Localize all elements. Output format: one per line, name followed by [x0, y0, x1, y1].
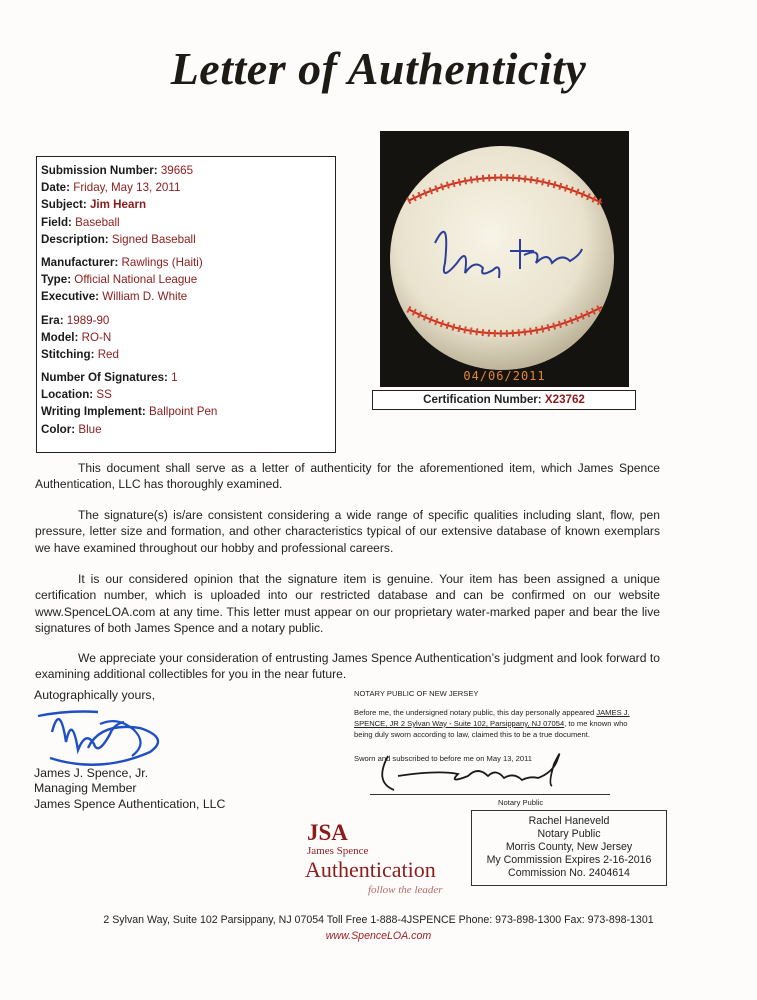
type-row: Type: Official National League [41, 273, 198, 287]
notary-sworn: Sworn and subscribed to before me on May 13, 2011 [354, 754, 532, 763]
signatures-row: Number Of Signatures: 1 [41, 371, 178, 385]
certification-number-box: Certification Number: X23762 [372, 390, 636, 410]
signer-position: Managing Member [34, 781, 137, 795]
stitching-row: Stitching: Red [41, 347, 119, 361]
manufacturer-row: Manufacturer: Rawlings (Haiti) [41, 255, 203, 269]
notary-statement: Before me, the undersigned notary public, this day personally appeared JAMES J. SPENCE, JR 2 Sylvan Way - Suite 102, Parsippany, NJ 07054, to me known who being duly sworn according to law, claimed this to be a true document. [354, 708, 630, 739]
paragraph-3: It is our considered opinion that the signature item is genuine. Your item has been assigned a unique certification number, which is uploaded into our restricted database and can be confirmed on our website www.SpenceLOA.com at any time. This letter must appear on our proprietary water-marked paper and bear the live signatures of both James Spence and a notary public. [35, 572, 660, 636]
notary-stamp: Rachel Haneveld Notary Public Morris County, New Jersey My Commission Expires 2-16-2016 Commission No. 2404614 [471, 810, 667, 886]
footer-address: 2 Sylvan Way, Suite 102 Parsippany, NJ 07054 Toll Free 1-888-4JSPENCE Phone: 973-898-1300 Fax: 973-898-1301 [103, 914, 654, 926]
signer-name: James J. Spence, Jr. [34, 766, 149, 780]
certification-number-value: X23762 [544, 393, 585, 406]
notary-label: Notary Public [498, 798, 544, 807]
paragraph-2: The signature(s) is/are consistent considering a wide range of specific qualities including slant, flow, pen pressure, letter size and formation, and other characteristics typical of our extensive database of known exemplars we have examined throughout our hobby and professional careers. [35, 508, 660, 555]
date-row: Date: Friday, May 13, 2011 [41, 181, 181, 195]
notary-line [370, 794, 610, 795]
logo-tagline: follow the leader [368, 884, 443, 896]
field-row: Field: Baseball [41, 215, 120, 229]
logo-james-spence: James Spence [307, 845, 369, 857]
submission-number-value: 39665 [160, 164, 194, 177]
item-details-box [36, 156, 336, 453]
salutation: Autographically yours, [34, 688, 155, 702]
writing-implement-row: Writing Implement: Ballpoint Pen [41, 405, 218, 419]
submission-number-row: Submission Number: 39665 [41, 164, 194, 177]
description-row: Description: Signed Baseball [41, 232, 196, 246]
era-row: Era: 1989-90 [41, 313, 110, 327]
logo-authentication: Authentication [305, 857, 436, 882]
baseball-photo [380, 131, 629, 387]
spence-signature [30, 702, 170, 772]
location-row: Location: SS [41, 388, 112, 402]
subject-row: Subject: Jim Hearn [41, 198, 147, 212]
paragraph-4: We appreciate your consideration of entrusting James Spence Authentication’s judgment and look forward to examining additional collectibles for you in the near future. [35, 651, 660, 682]
footer-website[interactable]: www.SpenceLOA.com [325, 930, 432, 942]
executive-row: Executive: William D. White [41, 290, 188, 304]
signer-company: James Spence Authentication, LLC [34, 797, 226, 811]
photo-date-stamp: 04/06/2011 [463, 369, 546, 383]
color-row: Color: Blue [41, 422, 102, 436]
notary-signature [370, 748, 610, 798]
notary-heading: NOTARY PUBLIC OF NEW JERSEY [354, 689, 479, 698]
jsa-logo: JSA [307, 820, 348, 845]
paragraph-1: This document shall serve as a letter of authenticity for the aforementioned item, which James Spence Authentication, LLC has thoroughly examined. [35, 461, 660, 492]
model-row: Model: RO-N [41, 330, 112, 344]
page-title: Letter of Authenticity [170, 43, 587, 94]
